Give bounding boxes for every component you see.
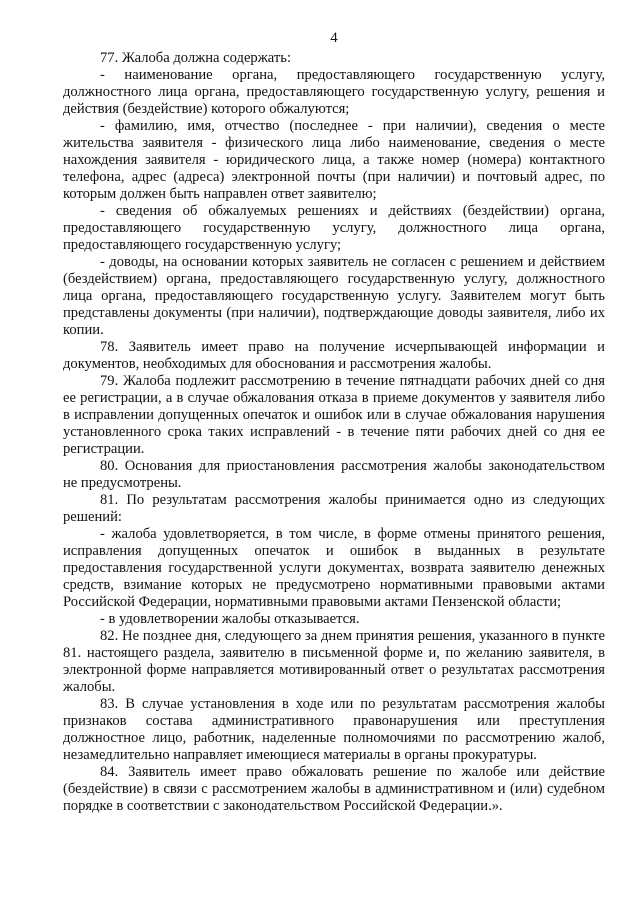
paragraph-77-item-2: - фамилию, имя, отчество (последнее - при наличии), сведения о месте жительства заявителя - физического лица либо наименование, сведения о месте нахождения заявителя - юридического лица, а также номер (номера) контактного телефона, адрес (адреса) электронной почты (при наличии) и почтовый адрес, по которым должен быть направлен ответ заявителю; xyxy=(63,118,605,202)
paragraph-80: 80. Основания для приостановления рассмотрения жалобы законодательством не предусмотрены. xyxy=(63,458,605,491)
paragraph-77-item-4: - доводы, на основании которых заявитель не согласен с решением и действием (бездействием) органа, предоставляющего государственную услугу, должностного лица органа, предоставляющего государственную услугу. Заявителем могут быть представлены документы (при наличии), подтверждающие доводы заявителя, либо их копии. xyxy=(63,254,605,338)
paragraph-77: 77. Жалоба должна содержать: xyxy=(100,50,291,66)
paragraph-78: 78. Заявитель имеет право на получение исчерпывающей информации и документов, необходимых для обоснования и рассмотрения жалобы. xyxy=(63,339,605,372)
page-number: 4 xyxy=(330,30,338,46)
document-page xyxy=(63,30,605,815)
paragraph-82: 82. Не позднее дня, следующего за днем принятия решения, указанного в пункте 81. настоящего раздела, заявителю в письменной форме и, по желанию заявителя, в электронной форме направляется мотивированный ответ о результатах рассмотрения жалобы. xyxy=(63,628,605,695)
paragraph-83: 83. В случае установления в ходе или по результатам рассмотрения жалобы признаков состава административного правонарушения или преступления должностное лицо, работник, наделенные полномочиями по рассмотрению жалоб, незамедлительно направляет имеющиеся материалы в органы прокуратуры. xyxy=(63,696,605,763)
paragraph-81-item-1: - жалоба удовлетворяется, в том числе, в форме отмены принятого решения, исправления допущенных опечаток и ошибок в выданных в результате предоставления государственной услуги документах, возврата заявителю денежных средств, взимание которых не предусмотрено нормативными правовыми актами Российской Федерации, нормативными правовыми актами Пензенской области; xyxy=(63,526,605,610)
paragraph-81: 81. По результатам рассмотрения жалобы принимается одно из следующих решений: xyxy=(63,492,605,525)
paragraph-81-item-2: - в удовлетворении жалобы отказывается. xyxy=(100,611,360,627)
paragraph-77-item-1: - наименование органа, предоставляющего государственную услугу, должностного лица органа, предоставляющего государственную услугу, решения и действия (бездействие) которого обжалуются; xyxy=(63,67,605,117)
paragraph-77-item-3: - сведения об обжалуемых решениях и действиях (бездействии) органа, предоставляющего государственную услугу, должностного лица органа, предоставляющего государственную услугу; xyxy=(63,203,605,253)
paragraph-84: 84. Заявитель имеет право обжаловать решение по жалобе или действие (бездействие) в связи с рассмотрением жалобы в административном и (или) судебном порядке в соответствии с законодательством Российской Федерации.». xyxy=(63,764,605,814)
paragraph-79: 79. Жалоба подлежит рассмотрению в течение пятнадцати рабочих дней со дня ее регистрации, а в случае обжалования отказа в приеме документов у заявителя либо в исправлении допущенных опечаток и ошибок или в случае обжалования нарушения установленного срока таких исправлений - в течение пяти рабочих дней со дня ее регистрации. xyxy=(63,373,605,457)
